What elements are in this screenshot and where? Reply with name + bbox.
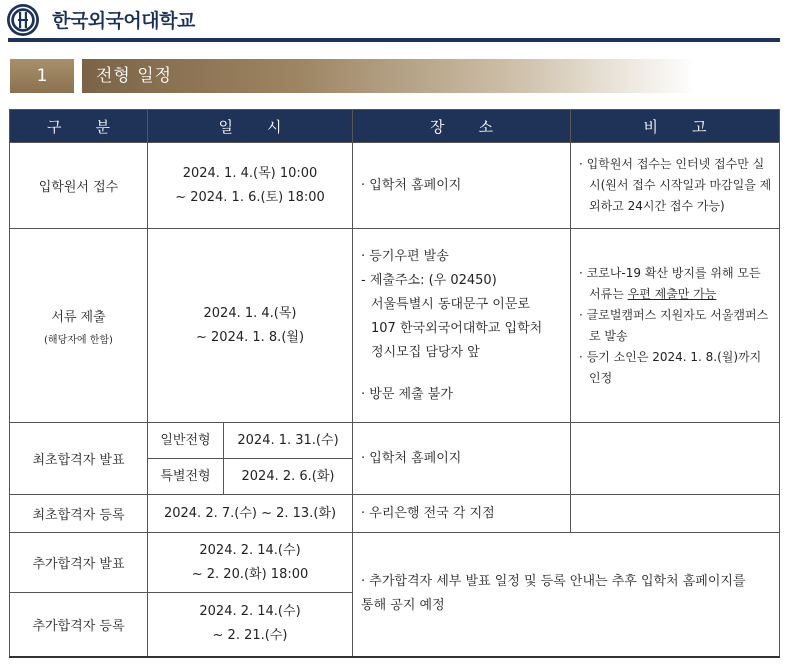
place-line: · 방문 제출 불가 [361,386,453,402]
place-line: - 제출주소: (우 02450) [361,272,497,288]
note-item: · 글로벌캠퍼스 지원자도 서울캠퍼스로 발송 [579,307,769,343]
row-note [571,143,780,229]
row-date [148,533,353,593]
row-note-empty [571,495,780,533]
table-row [10,533,780,593]
sub-type-label: 특별전형 [148,459,224,495]
note-item: · 입학원서 접수는 인터넷 접수만 실시(원서 접수 시작일과 마감일을 제외하고 24시간 접수 가능) [579,157,772,213]
row-category: 입학원서 접수 [10,143,148,229]
row-place: · 추가합격자 세부 발표 일정 및 등록 안내는 추후 입학처 홈페이지를 통해 공지 예정 [353,533,780,657]
university-name: 한국외국어대학교 [52,10,195,32]
schedule-table [9,109,780,658]
header-datetime: 일시 [148,110,353,143]
row-place: · 입학처 홈페이지 [353,423,571,495]
sub-type-date: 2024. 2. 6.(화) [224,459,353,495]
row-category: 최초합격자 등록 [10,495,148,533]
date-line: 2024. 2. 14.(수) [199,604,301,620]
row-date [148,229,353,423]
note-item: · 등기 소인은 2024. 1. 8.(월)까지 인정 [579,349,762,385]
place-line: 정시모집 담당자 앞 [371,344,480,360]
header-category: 구분 [10,110,148,143]
row-place [353,229,571,423]
sub-type-date: 2024. 1. 31.(수) [224,423,353,459]
sub-type-label: 일반전형 [148,423,224,459]
row-place: · 우리은행 전국 각 지점 [353,495,571,533]
header-place: 장소 [353,110,571,143]
row-note [571,229,780,423]
row-category: 최초합격자 발표 [10,423,148,495]
note-text: · 코로나-19 확산 방지를 위해 모든 서류는 [579,265,761,301]
row-category: 추가합격자 등록 [10,593,148,657]
place-line: 107 한국외국어대학교 입학처 [371,320,543,336]
table-header-row [10,110,780,143]
section-number: 1 [10,59,74,93]
row-date: 2024. 2. 7.(수) ~ 2. 13.(화) [148,495,353,533]
header-note: 비고 [571,110,780,143]
university-logo-icon [6,3,40,37]
row-place: · 입학처 홈페이지 [353,143,571,229]
row-category: 추가합격자 발표 [10,533,148,593]
section-title: 전형 일정 [82,59,696,93]
place-line: 서울특별시 동대문구 이문로 [371,296,530,312]
table-row [10,229,780,423]
date-line: 2024. 1. 4.(목) [203,305,297,321]
date-line: ~ 2. 21.(수) [212,628,288,644]
date-line: ~ 2. 20.(화) 18:00 [191,566,309,582]
row-category [10,229,148,423]
date-line: 2024. 2. 14.(수) [199,542,301,558]
date-line: ~ 2024. 1. 8.(월) [196,329,305,345]
table-row [10,495,780,533]
category-label: 서류 제출 [51,309,106,325]
row-date [148,143,353,229]
row-note-empty [571,423,780,495]
row-date [148,593,353,657]
note-underline-text: 우편 제출만 가능 [627,286,717,301]
header-divider [8,38,780,42]
table-row [10,423,780,459]
date-line: 2024. 1. 4.(목) 10:00 [182,165,318,181]
page-header [0,0,812,38]
date-line: ~ 2024. 1. 6.(토) 18:00 [175,189,325,205]
note-item [579,263,773,305]
place-line: · 등기우편 발송 [361,248,449,264]
table-row [10,143,780,229]
category-sub-label: (해당자에 한함) [44,334,113,346]
